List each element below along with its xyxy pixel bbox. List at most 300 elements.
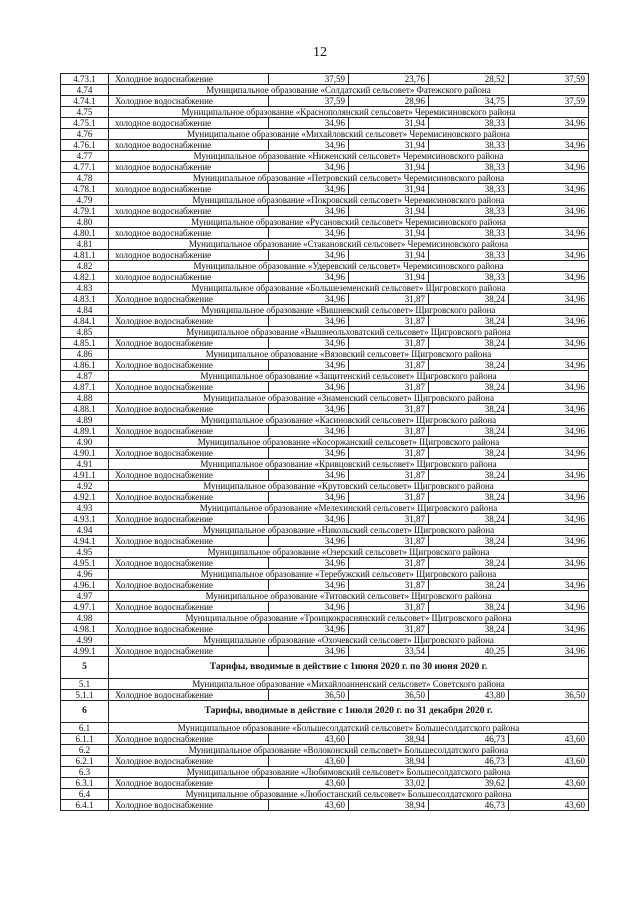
- tariff-value: 34,96: [509, 118, 589, 129]
- tariff-row: [61, 404, 589, 415]
- row-number: 4.89: [61, 415, 109, 426]
- municipality-row: [61, 613, 589, 624]
- service-name: Холодное водоснабжение: [109, 800, 269, 811]
- row-number: 4.83: [61, 283, 109, 294]
- tariff-value: 34,96: [509, 184, 589, 195]
- municipality-name: Муниципальное образование «Большесолдатский сельсовет» Большесолдатского района: [109, 723, 589, 734]
- municipality-name: Муниципальное образование «Теребужский сельсовет» Щигровского района: [109, 569, 589, 580]
- row-number: 4.83.1: [61, 294, 109, 305]
- service-name: Холодное водоснабжение: [109, 690, 269, 701]
- tariff-value: 34,96: [509, 338, 589, 349]
- service-name: холодное водоснабжение: [109, 250, 269, 261]
- municipality-name: Муниципальное образование «Вязовский сельсовет» Щигровского района: [109, 349, 589, 360]
- tariff-value: 34,96: [509, 228, 589, 239]
- municipality-name: Муниципальное образование «Михайловский сельсовет» Черемисиновского района: [109, 129, 589, 140]
- row-number: 4.79: [61, 195, 109, 206]
- tariff-value: 38,24: [429, 624, 509, 635]
- tariff-value: 34,96: [509, 602, 589, 613]
- service-name: Холодное водоснабжение: [109, 470, 269, 481]
- tariff-value: 33,54: [349, 646, 429, 657]
- municipality-row: [61, 327, 589, 338]
- row-number: 6.1.1: [61, 734, 109, 745]
- tariff-value: 34,96: [269, 162, 349, 173]
- row-number: 4.74: [61, 85, 109, 96]
- row-number: 4.91.1: [61, 470, 109, 481]
- tariff-value: 31,94: [349, 162, 429, 173]
- tariff-value: 38,24: [429, 536, 509, 547]
- tariff-value: 34,96: [269, 294, 349, 305]
- service-name: Холодное водоснабжение: [109, 624, 269, 635]
- row-number: 4.93.1: [61, 514, 109, 525]
- municipality-name: Муниципальное образование «Русановский сельсовет» Черемисиновского района: [109, 217, 589, 228]
- tariff-value: 34,96: [269, 272, 349, 283]
- municipality-name: Муниципальное образование «Удеревский сельсовет» Черемисиновского района: [109, 261, 589, 272]
- service-name: холодное водоснабжение: [109, 118, 269, 129]
- service-name: Холодное водоснабжение: [109, 514, 269, 525]
- tariff-row: [61, 558, 589, 569]
- service-name: Холодное водоснабжение: [109, 646, 269, 657]
- row-number: 4.98.1: [61, 624, 109, 635]
- municipality-row: [61, 283, 589, 294]
- municipality-row: [61, 591, 589, 602]
- municipality-name: Муниципальное образование «Троицкокраснянский сельсовет» Щигровского района: [109, 613, 589, 624]
- tariff-value: 34,96: [509, 646, 589, 657]
- municipality-name: Муниципальное образование «Стакановский сельсовет» Черемисиновского района: [109, 239, 589, 250]
- tariff-value: 34,96: [509, 206, 589, 217]
- service-name: Холодное водоснабжение: [109, 778, 269, 789]
- municipality-name: Муниципальное образование «Мелехинский сельсовет» Щигровского района: [109, 503, 589, 514]
- municipality-name: Муниципальное образование «Касиновский сельсовет» Щигровского района: [109, 415, 589, 426]
- tariff-value: 31,87: [349, 404, 429, 415]
- tariff-value: 43,60: [269, 734, 349, 745]
- tariff-value: 28,96: [349, 96, 429, 107]
- municipality-name: Муниципальное образование «Вишневский сельсовет» Щигровского района: [109, 305, 589, 316]
- tariff-value: 38,24: [429, 360, 509, 371]
- row-number: 4.84: [61, 305, 109, 316]
- row-number: 4.82: [61, 261, 109, 272]
- tariff-value: 34,96: [509, 404, 589, 415]
- row-number: 4.96.1: [61, 580, 109, 591]
- municipality-row: [61, 459, 589, 470]
- municipality-row: [61, 437, 589, 448]
- tariff-value: 43,60: [269, 778, 349, 789]
- tariff-value: 34,96: [509, 514, 589, 525]
- tariff-value: 38,24: [429, 426, 509, 437]
- tariff-value: 34,96: [269, 206, 349, 217]
- municipality-row: [61, 129, 589, 140]
- tariff-value: 34,96: [269, 382, 349, 393]
- municipality-name: Муниципальное образование «Солдатский сельсовет» Фатежского района: [109, 85, 589, 96]
- tariff-value: 23,76: [349, 74, 429, 85]
- service-name: холодное водоснабжение: [109, 206, 269, 217]
- tariff-value: 34,96: [509, 536, 589, 547]
- service-name: Холодное водоснабжение: [109, 448, 269, 459]
- tariff-value: 38,24: [429, 382, 509, 393]
- service-name: Холодное водоснабжение: [109, 96, 269, 107]
- municipality-row: [61, 239, 589, 250]
- tariff-row: [61, 316, 589, 327]
- tariff-row: [61, 580, 589, 591]
- tariff-row: [61, 74, 589, 85]
- row-number: 4.77.1: [61, 162, 109, 173]
- tariff-row: [61, 756, 589, 767]
- tariff-value: 38,94: [349, 756, 429, 767]
- tariff-value: 34,96: [509, 316, 589, 327]
- tariff-value: 38,33: [429, 206, 509, 217]
- row-number: 4.97: [61, 591, 109, 602]
- row-number: 4.97.1: [61, 602, 109, 613]
- row-number: 5: [61, 657, 109, 679]
- municipality-name: Муниципальное образование «Волоконский сельсовет» Большесолдатского района: [109, 745, 589, 756]
- municipality-name: Муниципальное образование «Охочевский сельсовет» Щигровского района: [109, 635, 589, 646]
- municipality-name: Муниципальное образование «Любостанский сельсовет» Большесолдатского района: [109, 789, 589, 800]
- row-number: 4.94.1: [61, 536, 109, 547]
- period-header-row: [61, 701, 589, 723]
- tariff-value: 34,96: [269, 316, 349, 327]
- service-name: холодное водоснабжение: [109, 184, 269, 195]
- tariff-row: [61, 778, 589, 789]
- tariff-value: 38,33: [429, 162, 509, 173]
- tariff-value: 31,87: [349, 316, 429, 327]
- tariff-value: 38,24: [429, 580, 509, 591]
- row-number: 4.95.1: [61, 558, 109, 569]
- service-name: холодное водоснабжение: [109, 228, 269, 239]
- row-number: 4.96: [61, 569, 109, 580]
- service-name: Холодное водоснабжение: [109, 316, 269, 327]
- municipality-row: [61, 195, 589, 206]
- tariff-value: 34,96: [509, 448, 589, 459]
- tariff-table: [60, 73, 589, 811]
- municipality-row: [61, 547, 589, 558]
- tariff-row: [61, 800, 589, 811]
- tariff-value: 38,33: [429, 228, 509, 239]
- row-number: 4.84.1: [61, 316, 109, 327]
- service-name: холодное водоснабжение: [109, 140, 269, 151]
- tariff-row: [61, 734, 589, 745]
- municipality-name: Муниципальное образование «Михайлоанненский сельсовет» Советского района: [109, 679, 589, 690]
- tariff-value: 34,96: [509, 272, 589, 283]
- row-number: 4.79.1: [61, 206, 109, 217]
- row-number: 6.3: [61, 767, 109, 778]
- tariff-value: 38,33: [429, 140, 509, 151]
- municipality-name: Муниципальное образование «Знаменский сельсовет» Щигровского района: [109, 393, 589, 404]
- tariff-value: 31,94: [349, 118, 429, 129]
- service-name: Холодное водоснабжение: [109, 734, 269, 745]
- municipality-row: [61, 635, 589, 646]
- tariff-value: 34,96: [269, 470, 349, 481]
- row-number: 6.1: [61, 723, 109, 734]
- tariff-value: 31,87: [349, 426, 429, 437]
- service-name: Холодное водоснабжение: [109, 756, 269, 767]
- period-title: Тарифы, вводимые в действие с 1июля 2020 г. по 31 декабря 2020 г.: [109, 701, 589, 723]
- service-name: Холодное водоснабжение: [109, 536, 269, 547]
- tariff-value: 33,02: [349, 778, 429, 789]
- tariff-value: 34,96: [509, 294, 589, 305]
- tariff-value: 34,96: [269, 646, 349, 657]
- period-title: Тарифы, вводимые в действие с 1июня 2020 г. по 30 июня 2020 г.: [109, 657, 589, 679]
- tariff-value: 34,96: [269, 580, 349, 591]
- tariff-value: 43,80: [429, 690, 509, 701]
- municipality-name: Муниципальное образование «Крутовский сельсовет» Щигровского района: [109, 481, 589, 492]
- row-number: 6.4: [61, 789, 109, 800]
- municipality-row: [61, 393, 589, 404]
- tariff-value: 31,87: [349, 294, 429, 305]
- row-number: 4.80: [61, 217, 109, 228]
- tariff-value: 34,96: [269, 118, 349, 129]
- service-name: Холодное водоснабжение: [109, 602, 269, 613]
- tariff-value: 34,75: [429, 96, 509, 107]
- tariff-value: 31,87: [349, 580, 429, 591]
- row-number: 4.78: [61, 173, 109, 184]
- tariff-value: 34,96: [509, 250, 589, 261]
- row-number: 5.1: [61, 679, 109, 690]
- row-number: 4.89.1: [61, 426, 109, 437]
- tariff-row: [61, 448, 589, 459]
- tariff-value: 31,87: [349, 492, 429, 503]
- row-number: 6: [61, 701, 109, 723]
- municipality-row: [61, 569, 589, 580]
- tariff-row: [61, 206, 589, 217]
- tariff-value: 31,87: [349, 338, 429, 349]
- row-number: 4.75.1: [61, 118, 109, 129]
- tariff-value: 46,73: [429, 734, 509, 745]
- row-number: 4.77: [61, 151, 109, 162]
- municipality-row: [61, 305, 589, 316]
- row-number: 6.2: [61, 745, 109, 756]
- tariff-value: 38,24: [429, 470, 509, 481]
- tariff-value: 34,96: [509, 162, 589, 173]
- row-number: 4.74.1: [61, 96, 109, 107]
- municipality-name: Муниципальное образование «Озерский сельсовет» Щигровского района: [109, 547, 589, 558]
- tariff-value: 34,96: [269, 338, 349, 349]
- tariff-value: 34,96: [509, 580, 589, 591]
- tariff-value: 31,87: [349, 624, 429, 635]
- tariff-value: 38,94: [349, 800, 429, 811]
- tariff-value: 38,33: [429, 184, 509, 195]
- tariff-value: 31,87: [349, 470, 429, 481]
- municipality-row: [61, 85, 589, 96]
- tariff-value: 34,96: [269, 448, 349, 459]
- municipality-row: [61, 173, 589, 184]
- municipality-name: Муниципальное образование «Краснополянский сельсовет» Черемисиновского района: [109, 107, 589, 118]
- tariff-row: [61, 646, 589, 657]
- tariff-value: 38,24: [429, 294, 509, 305]
- tariff-row: [61, 338, 589, 349]
- tariff-value: 34,96: [509, 558, 589, 569]
- municipality-name: Муниципальное образование «Никольский сельсовет» Щигровского района: [109, 525, 589, 536]
- municipality-name: Муниципальное образование «Любимовский сельсовет» Большесолдатского района: [109, 767, 589, 778]
- tariff-row: [61, 492, 589, 503]
- row-number: 4.82.1: [61, 272, 109, 283]
- tariff-value: 34,96: [509, 624, 589, 635]
- tariff-row: [61, 624, 589, 635]
- tariff-value: 31,87: [349, 448, 429, 459]
- tariff-value: 38,33: [429, 272, 509, 283]
- row-number: 4.90.1: [61, 448, 109, 459]
- tariff-row: [61, 426, 589, 437]
- tariff-value: 38,24: [429, 338, 509, 349]
- tariff-value: 31,94: [349, 184, 429, 195]
- row-number: 4.85: [61, 327, 109, 338]
- tariff-value: 31,87: [349, 536, 429, 547]
- row-number: 4.81: [61, 239, 109, 250]
- row-number: 4.86: [61, 349, 109, 360]
- tariff-value: 37,59: [269, 96, 349, 107]
- tariff-value: 28,52: [429, 74, 509, 85]
- tariff-value: 38,94: [349, 734, 429, 745]
- tariff-value: 38,24: [429, 448, 509, 459]
- tariff-value: 34,96: [509, 382, 589, 393]
- row-number: 4.76: [61, 129, 109, 140]
- municipality-name: Муниципальное образование «Покровский сельсовет» Черемисиновского района: [109, 195, 589, 206]
- row-number: 4.91: [61, 459, 109, 470]
- tariff-value: 34,96: [269, 536, 349, 547]
- row-number: 4.92: [61, 481, 109, 492]
- row-number: 4.99: [61, 635, 109, 646]
- tariff-value: 40,25: [429, 646, 509, 657]
- tariff-value: 43,60: [269, 800, 349, 811]
- municipality-name: Муниципальное образование «Большеземенский сельсовет» Щигровского района: [109, 283, 589, 294]
- tariff-value: 34,96: [269, 514, 349, 525]
- tariff-value: 34,96: [269, 250, 349, 261]
- row-number: 4.99.1: [61, 646, 109, 657]
- tariff-value: 34,96: [509, 426, 589, 437]
- municipality-row: [61, 503, 589, 514]
- municipality-row: [61, 767, 589, 778]
- tariff-value: 46,73: [429, 800, 509, 811]
- tariff-value: 31,94: [349, 250, 429, 261]
- service-name: Холодное водоснабжение: [109, 74, 269, 85]
- service-name: Холодное водоснабжение: [109, 404, 269, 415]
- municipality-row: [61, 481, 589, 492]
- tariff-value: 34,96: [509, 492, 589, 503]
- tariff-row: [61, 536, 589, 547]
- period-header-row: [61, 657, 589, 679]
- tariff-value: 43,60: [509, 756, 589, 767]
- tariff-value: 37,59: [509, 74, 589, 85]
- service-name: холодное водоснабжение: [109, 272, 269, 283]
- municipality-row: [61, 151, 589, 162]
- municipality-row: [61, 261, 589, 272]
- row-number: 6.4.1: [61, 800, 109, 811]
- service-name: Холодное водоснабжение: [109, 382, 269, 393]
- row-number: 4.95: [61, 547, 109, 558]
- municipality-row: [61, 371, 589, 382]
- municipality-name: Муниципальное образование «Защитенский сельсовет» Щигровского района: [109, 371, 589, 382]
- tariff-value: 38,24: [429, 602, 509, 613]
- municipality-row: [61, 723, 589, 734]
- municipality-row: [61, 789, 589, 800]
- row-number: 4.98: [61, 613, 109, 624]
- row-number: 6.2.1: [61, 756, 109, 767]
- tariff-value: 37,59: [509, 96, 589, 107]
- tariff-value: 43,60: [509, 778, 589, 789]
- municipality-row: [61, 349, 589, 360]
- row-number: 5.1.1: [61, 690, 109, 701]
- tariff-value: 36,50: [349, 690, 429, 701]
- tariff-row: [61, 162, 589, 173]
- tariff-row: [61, 514, 589, 525]
- tariff-value: 36,50: [269, 690, 349, 701]
- tariff-value: 34,96: [269, 492, 349, 503]
- tariff-value: 31,87: [349, 602, 429, 613]
- tariff-row: [61, 382, 589, 393]
- tariff-value: 43,60: [509, 734, 589, 745]
- municipality-name: Муниципальное образование «Косоржанский сельсовет» Щигровского района: [109, 437, 589, 448]
- tariff-row: [61, 690, 589, 701]
- tariff-value: 43,60: [509, 800, 589, 811]
- tariff-value: 31,94: [349, 206, 429, 217]
- tariff-value: 38,24: [429, 514, 509, 525]
- row-number: 4.73.1: [61, 74, 109, 85]
- row-number: 4.87.1: [61, 382, 109, 393]
- row-number: 4.87: [61, 371, 109, 382]
- tariff-row: [61, 602, 589, 613]
- service-name: Холодное водоснабжение: [109, 294, 269, 305]
- tariff-value: 34,96: [269, 426, 349, 437]
- row-number: 4.90: [61, 437, 109, 448]
- municipality-name: Муниципальное образование «Петровский сельсовет» Черемисиновского района: [109, 173, 589, 184]
- municipality-row: [61, 107, 589, 118]
- municipality-name: Муниципальное образование «Вышнеольховатский сельсовет» Щигровского района: [109, 327, 589, 338]
- row-number: 4.76.1: [61, 140, 109, 151]
- tariff-row: [61, 228, 589, 239]
- service-name: Холодное водоснабжение: [109, 492, 269, 503]
- municipality-name: Муниципальное образование «Титовский сельсовет» Щигровского района: [109, 591, 589, 602]
- tariff-value: 37,59: [269, 74, 349, 85]
- row-number: 6.3.1: [61, 778, 109, 789]
- tariff-value: 31,94: [349, 140, 429, 151]
- tariff-value: 38,24: [429, 492, 509, 503]
- tariff-row: [61, 250, 589, 261]
- tariff-row: [61, 140, 589, 151]
- tariff-row: [61, 272, 589, 283]
- tariff-value: 34,96: [509, 360, 589, 371]
- tariff-row: [61, 294, 589, 305]
- tariff-value: 36,50: [509, 690, 589, 701]
- tariff-value: 31,87: [349, 514, 429, 525]
- tariff-value: 34,96: [269, 602, 349, 613]
- tariff-value: 34,96: [509, 140, 589, 151]
- row-number: 4.94: [61, 525, 109, 536]
- tariff-value: 31,87: [349, 360, 429, 371]
- tariff-value: 31,94: [349, 228, 429, 239]
- municipality-row: [61, 679, 589, 690]
- tariff-table-body: [61, 74, 589, 811]
- tariff-value: 34,96: [509, 470, 589, 481]
- tariff-value: 34,96: [269, 140, 349, 151]
- tariff-value: 34,96: [269, 184, 349, 195]
- municipality-name: Муниципальное образование «Кривцовский сельсовет» Щигровского района: [109, 459, 589, 470]
- row-number: 4.92.1: [61, 492, 109, 503]
- tariff-value: 39,62: [429, 778, 509, 789]
- row-number: 4.75: [61, 107, 109, 118]
- tariff-value: 38,33: [429, 250, 509, 261]
- row-number: 4.78.1: [61, 184, 109, 195]
- row-number: 4.85.1: [61, 338, 109, 349]
- service-name: Холодное водоснабжение: [109, 360, 269, 371]
- tariff-value: 43,60: [269, 756, 349, 767]
- row-number: 4.88.1: [61, 404, 109, 415]
- tariff-value: 34,96: [269, 360, 349, 371]
- tariff-value: 38,24: [429, 558, 509, 569]
- tariff-value: 46,73: [429, 756, 509, 767]
- tariff-row: [61, 470, 589, 481]
- municipality-row: [61, 217, 589, 228]
- tariff-value: 38,33: [429, 118, 509, 129]
- municipality-name: Муниципальное образование «Ниженский сельсовет» Черемисиновского района: [109, 151, 589, 162]
- row-number: 4.88: [61, 393, 109, 404]
